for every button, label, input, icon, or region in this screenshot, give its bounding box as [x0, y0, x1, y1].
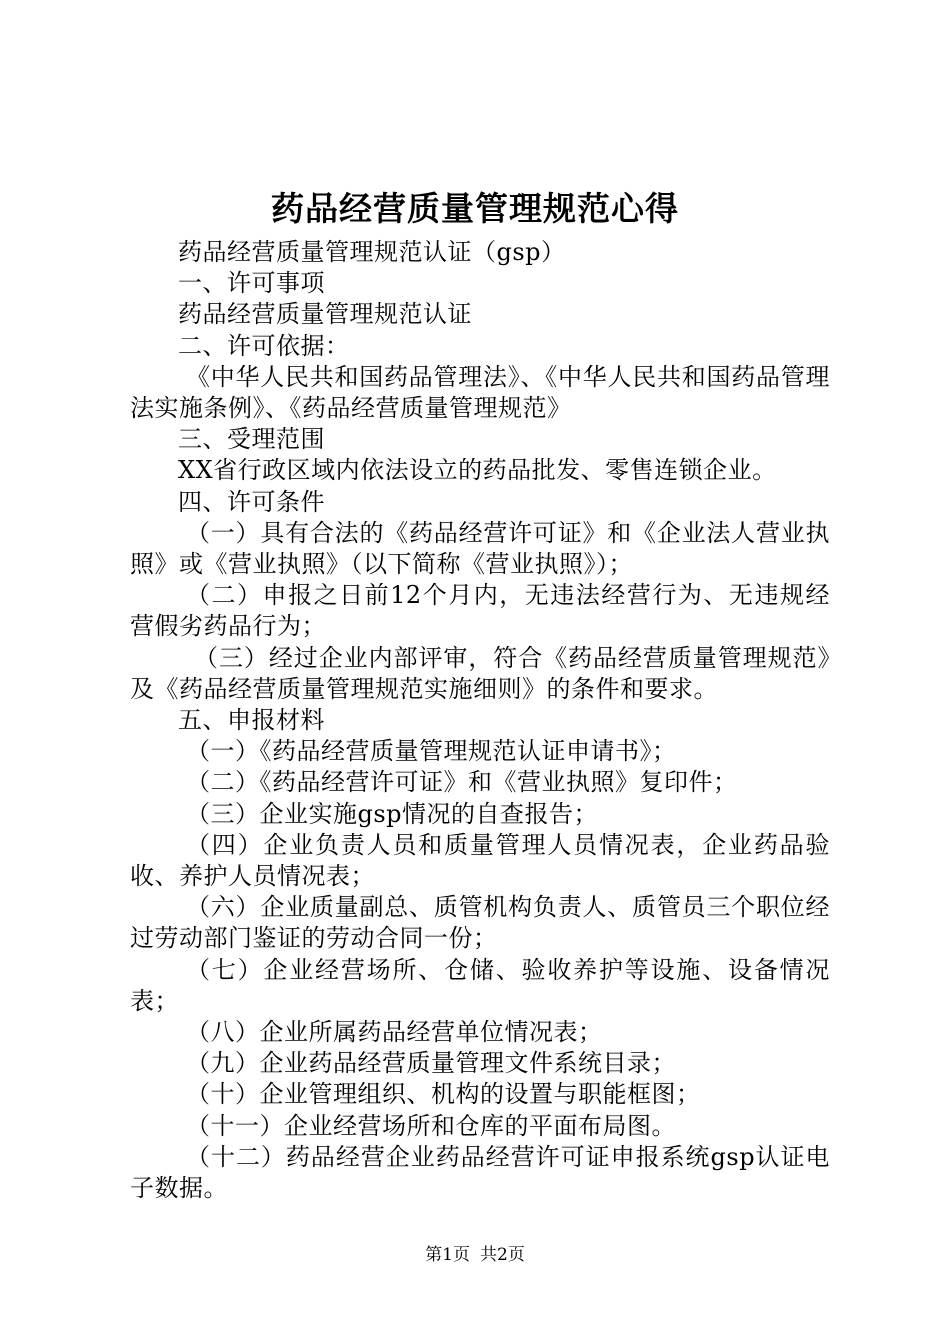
paragraph: 二、许可依据：: [178, 331, 350, 360]
paragraph: （十）企业管理组织、机构的设置与职能框图；: [186, 1080, 701, 1109]
paragraph: XX省行政区域内依法设立的药品批发、零售连锁企业。: [178, 456, 777, 485]
paragraph: 《中华人民共和国药品管理法》、《中华人民共和国药品管理法实施条例》、《药品经营质量管理规范》: [130, 362, 830, 423]
paragraph: （九）企业药品经营质量管理文件系统目录；: [186, 1049, 676, 1078]
paragraph: （四）企业负责人员和质量管理人员情况表，企业药品验收、养护人员情况表；: [130, 830, 830, 891]
paragraph: （六）企业质量副总、质管机构负责人、质管员三个职位经过劳动部门鉴证的劳动合同一份；: [130, 893, 830, 953]
paragraph: 三、受理范围: [178, 425, 325, 454]
paragraph: （七）企业经营场所、仓储、验收养护等设施、设备情况表；: [130, 955, 830, 1015]
paragraph: （十一）企业经营场所和仓库的平面布局图。: [186, 1111, 676, 1140]
paragraph: 五、申报材料: [178, 706, 325, 735]
paragraph: 四、许可条件: [178, 487, 325, 516]
page-number-total: 共2页: [480, 1245, 525, 1265]
paragraph: （十二）药品经营企业药品经营许可证申报系统gsp认证电子数据。: [130, 1142, 830, 1203]
paragraph: （一）具有合法的《药品经营许可证》和《企业法人营业执照》或《营业执照》（以下简称《营业执照》）；: [130, 518, 830, 579]
page-footer: [0, 1244, 950, 1266]
paragraph: （二）《药品经营许可证》和《营业执照》复印件；: [186, 768, 738, 797]
paragraph: （一）《药品经营质量管理规范认证申请书》；: [186, 737, 677, 766]
document-title: 药品经营质量管理规范心得: [271, 189, 679, 228]
paragraph: （三）经过企业内部评审，符合《药品经营质量管理规范》及《药品经营质量管理规范实施细则》的条件和要求。: [130, 643, 830, 703]
paragraph: 药品经营质量管理规范认证（gsp）: [178, 238, 566, 266]
paragraph: （二）申报之日前12个月内，无违法经营行为、无违规经营假劣药品行为；: [130, 581, 830, 641]
paragraph: 药品经营质量管理规范认证: [178, 300, 472, 329]
paragraph: 一、许可事项: [178, 269, 325, 298]
page-number-current: 第1页: [425, 1245, 470, 1265]
paragraph: （八）企业所属药品经营单位情况表；: [186, 1018, 603, 1047]
document-body: [130, 237, 830, 1204]
paragraph: （三）企业实施gsp情况的自查报告；: [186, 799, 599, 828]
